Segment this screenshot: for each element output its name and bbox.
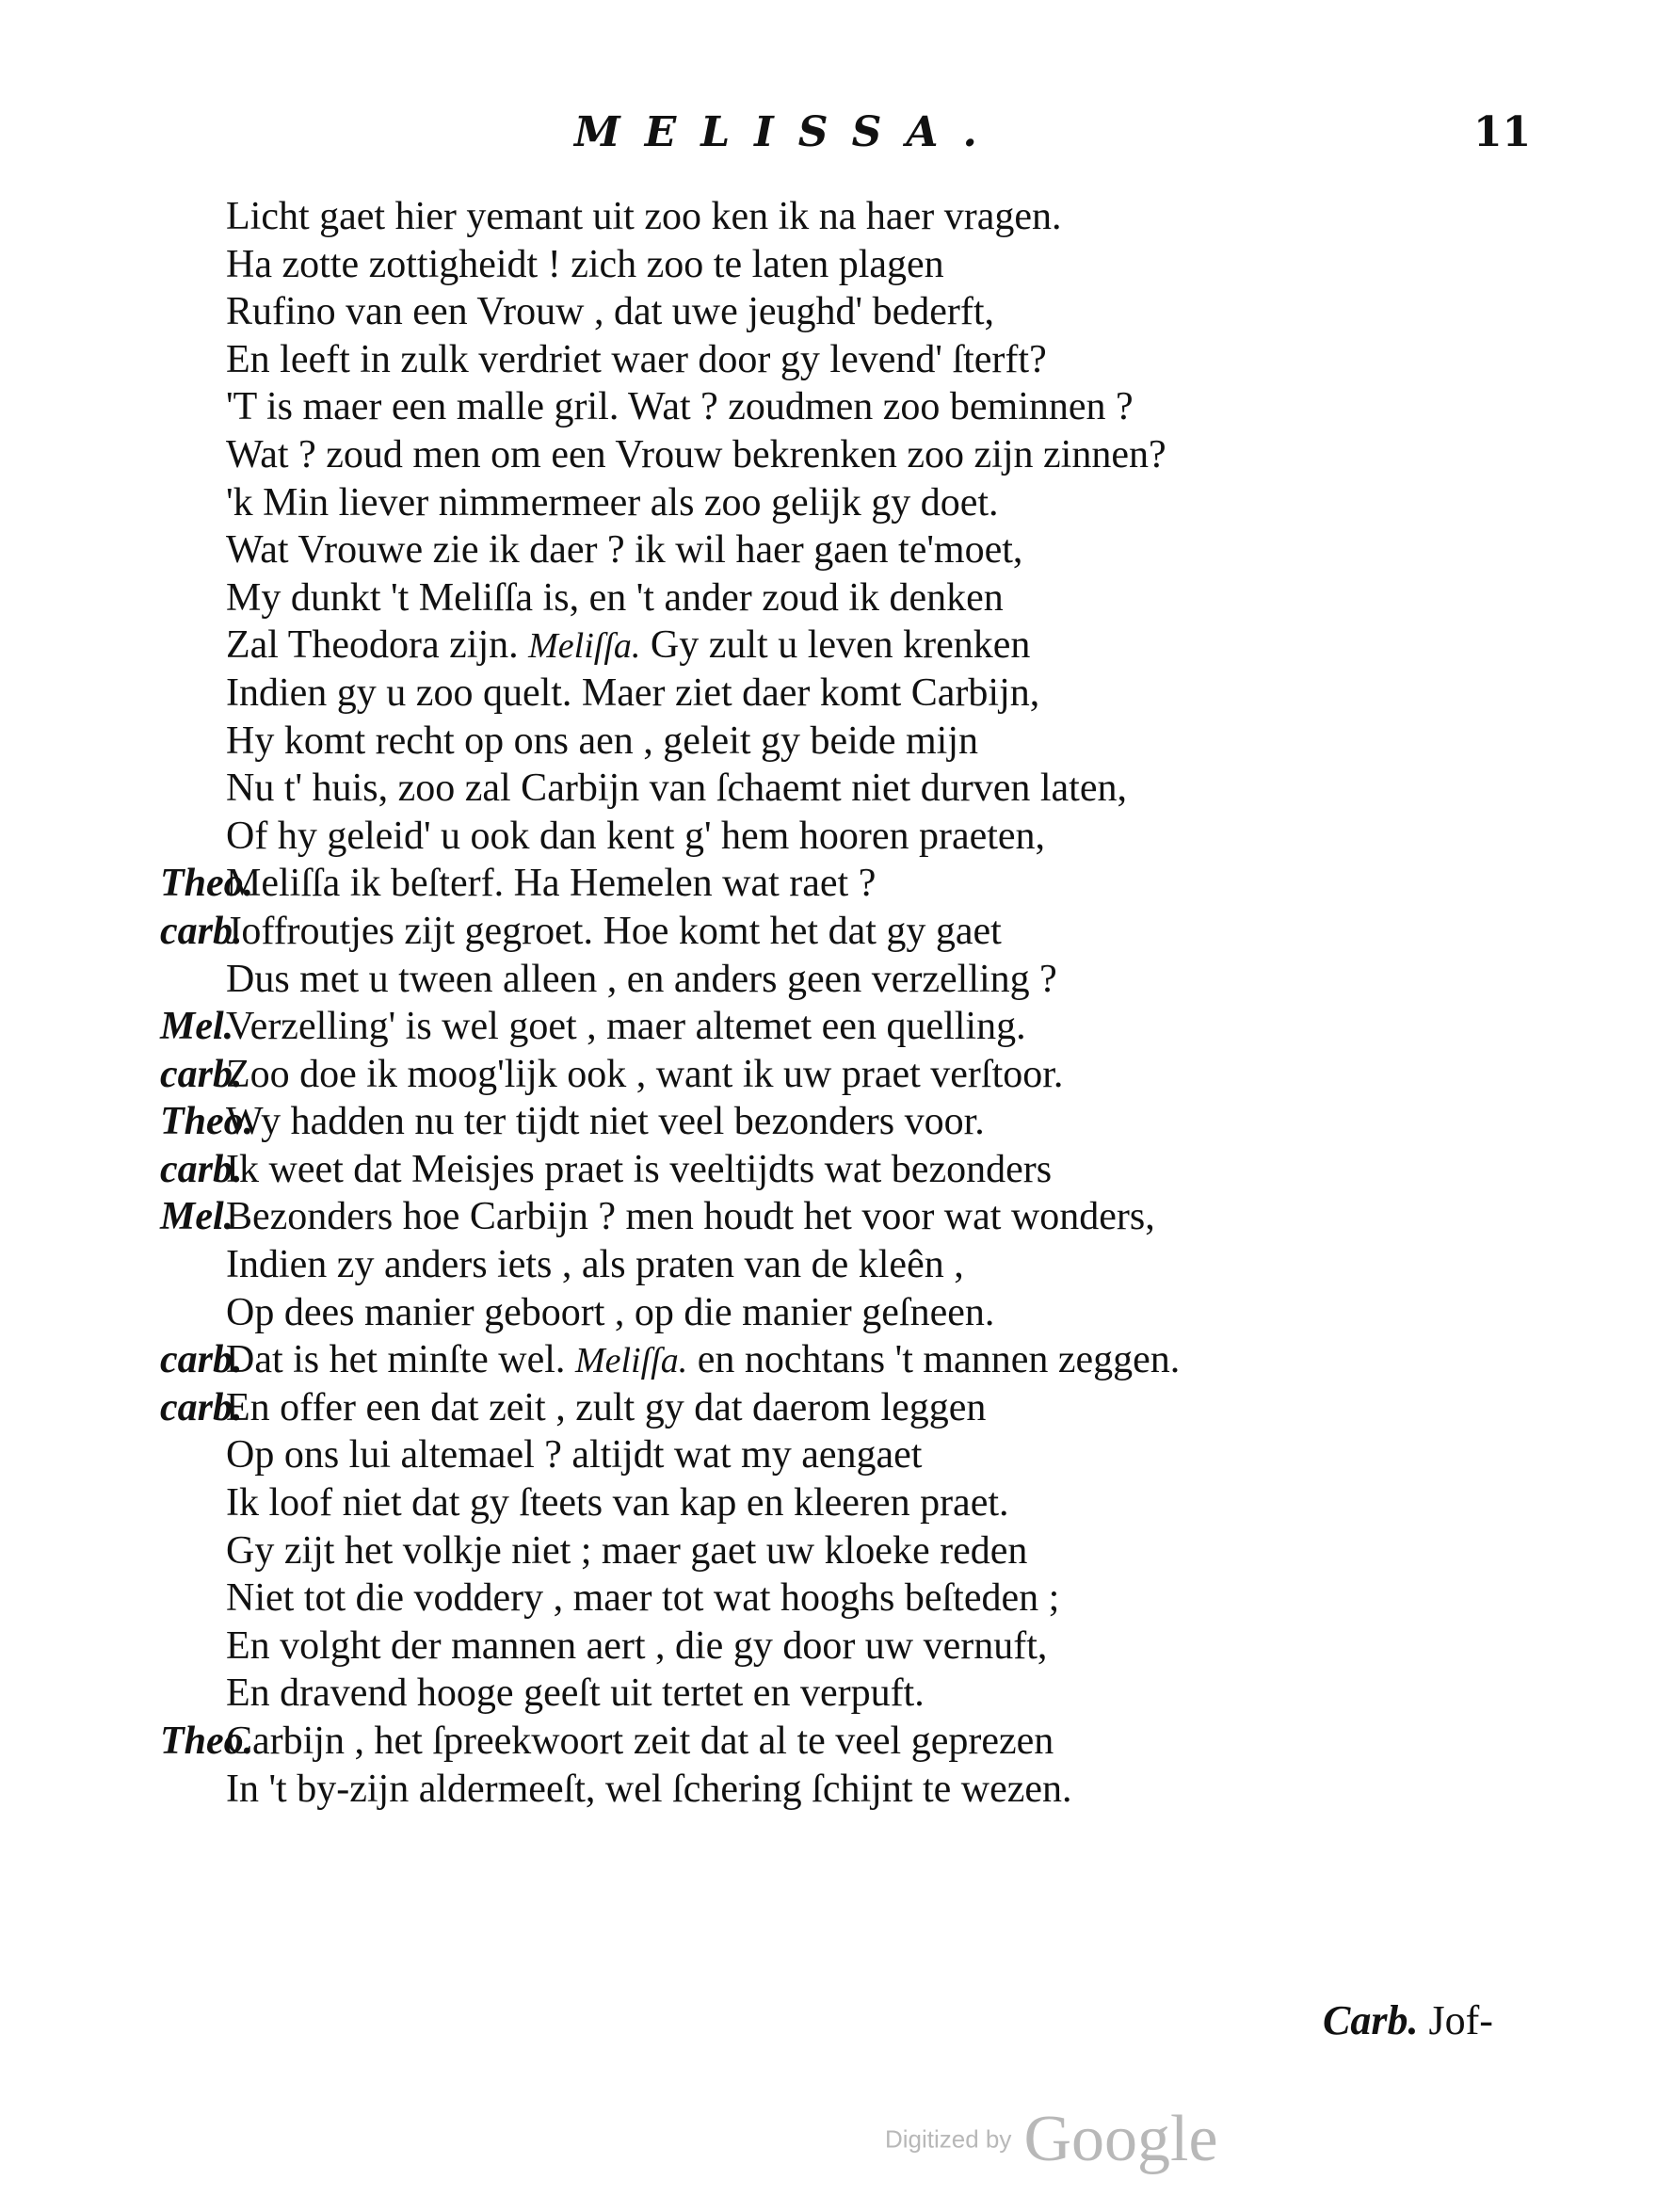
speaker-label: carb. bbox=[160, 1338, 243, 1382]
verse-line bbox=[160, 622, 1553, 670]
verse-line bbox=[160, 479, 1553, 527]
verse-text-part: Indien gy u zoo quelt. Maer ziet daer komt Carbijn, bbox=[226, 670, 1040, 715]
verse-line bbox=[160, 1623, 1553, 1671]
verse-text-part: Ha zotte zottigheidt ! zich zoo te laten plagen bbox=[226, 242, 944, 286]
verse-text-part: Dat is het minſte wel. bbox=[226, 1338, 566, 1382]
verse-text-part: En volght der mannen aert , die gy door uw vernuft, bbox=[226, 1623, 1048, 1668]
catchword bbox=[1323, 1996, 1493, 2044]
verse-text-part: Wat ? zoud men om een Vrouw bekrenken zoo zijn zinnen? bbox=[226, 432, 1166, 476]
verse-text bbox=[226, 1289, 994, 1337]
verse-text bbox=[226, 1718, 1054, 1766]
verse-line bbox=[160, 1051, 1553, 1099]
verse-text bbox=[226, 860, 876, 908]
verse-text bbox=[226, 288, 994, 336]
verse-text bbox=[226, 1384, 986, 1432]
verse-line bbox=[160, 1670, 1553, 1718]
verse-line bbox=[160, 718, 1553, 766]
verse-text-part: Gy zult u leven krenken bbox=[650, 623, 1031, 668]
verse-text-part: Zoo doe ik moog'lijk ook , want ik uw praet verſtoor. bbox=[226, 1052, 1064, 1096]
verse-line bbox=[160, 813, 1553, 861]
verse-text bbox=[226, 1527, 1027, 1575]
verse-line bbox=[160, 193, 1553, 241]
verse-text-part: Nu t' huis, zoo zal Carbijn van ſchaemt niet durven laten, bbox=[226, 767, 1127, 811]
running-head-title: MELISSA. bbox=[574, 108, 1002, 156]
verse-text-part: Ik loof niet dat gy ſteets van kap en kleeren praet. bbox=[226, 1481, 1009, 1526]
verse-text bbox=[226, 1623, 1047, 1671]
verse-text-part: Carbijn , het ſpreekwoort zeit dat al te veel geprezen bbox=[226, 1720, 1054, 1763]
verse-text-part: En dravend hooge geeſt uit tertet en verpuft. bbox=[226, 1671, 925, 1716]
verse-line bbox=[160, 860, 1553, 908]
verse-text bbox=[226, 1670, 925, 1718]
verse-text bbox=[226, 526, 1022, 574]
verse-line bbox=[160, 1479, 1553, 1527]
verse-text bbox=[226, 1479, 1009, 1527]
verse-text bbox=[226, 765, 1127, 813]
verse-text bbox=[226, 1574, 1059, 1623]
digitized-watermark bbox=[885, 2102, 1218, 2177]
verse-text-part: Of hy geleid' u ook dan kent g' hem hooren praeten, bbox=[226, 814, 1046, 858]
verse-text bbox=[226, 241, 944, 289]
verse-text-part: Meliſſa ik beſterf. Ha Hemelen wat raet ? bbox=[226, 862, 877, 906]
verse-text-part: 'T is maer een malle gril. Wat ? zoudmen zoo beminnen ? bbox=[226, 385, 1134, 429]
verse-text-part: In 't by-zijn aldermeeſt, wel ſchering ſchijnt te wezen. bbox=[226, 1767, 1072, 1811]
verse-text bbox=[226, 1241, 964, 1289]
speaker-label: Theo. bbox=[160, 1100, 254, 1144]
verse-text-part: Dus met u tween alleen , en anders geen verzelling ? bbox=[226, 957, 1057, 1001]
verse-line bbox=[160, 1336, 1553, 1384]
verse-text bbox=[226, 1336, 1180, 1385]
verse-text bbox=[226, 1431, 922, 1479]
verse-text bbox=[226, 956, 1057, 1004]
verse-text-part: en nochtans 't mannen zeggen. bbox=[697, 1338, 1181, 1382]
verse-line bbox=[160, 574, 1553, 622]
verse-text bbox=[226, 1193, 1155, 1241]
verse-text bbox=[226, 670, 1039, 718]
verse-text bbox=[226, 336, 1047, 384]
verse-line bbox=[160, 431, 1553, 479]
verse-text bbox=[226, 193, 1061, 241]
verse-text-part: Op dees manier geboort , op die manier geſneen. bbox=[226, 1290, 995, 1334]
verse-line bbox=[160, 1241, 1553, 1289]
verse-text bbox=[226, 383, 1134, 431]
verse-text bbox=[226, 1766, 1072, 1814]
verse-text bbox=[226, 431, 1166, 479]
speaker-label: Mel. bbox=[160, 1005, 234, 1049]
verse-text bbox=[226, 622, 1030, 670]
verse-line bbox=[160, 1146, 1553, 1194]
verse-line bbox=[160, 1098, 1553, 1146]
speaker-label: carb. bbox=[160, 1385, 243, 1429]
speaker-label: Mel. bbox=[160, 1195, 234, 1239]
verse-text-part: Gy zijt het volkje niet ; maer gaet uw kloeke reden bbox=[226, 1528, 1028, 1573]
speaker-label: carb. bbox=[160, 909, 243, 953]
page-number: 11 bbox=[1473, 108, 1532, 156]
verse-text-part: Verzelling' is wel goet , maer altemet een quelling. bbox=[226, 1005, 1026, 1049]
verse-text-part: Niet tot die voddery , maer tot wat hooghs beſteden ; bbox=[226, 1576, 1060, 1621]
verse-text bbox=[226, 479, 999, 527]
verse-text bbox=[226, 574, 1004, 622]
verse-text bbox=[226, 1051, 1063, 1099]
verse-text bbox=[226, 718, 978, 766]
verse-text bbox=[226, 1098, 985, 1146]
verse-text-part: Wat Vrouwe zie ik daer ? ik wil haer gaen te'moet, bbox=[226, 528, 1023, 573]
verse-line bbox=[160, 1766, 1553, 1814]
verse-text-part: Wy hadden nu ter tijdt niet veel bezonders voor. bbox=[226, 1100, 985, 1144]
speaker-label: carb. bbox=[160, 1052, 243, 1096]
verse-block bbox=[160, 193, 1553, 1813]
verse-text-part: Joffroutjes zijt gegroet. Hoe komt het dat gy gaet bbox=[226, 909, 1002, 953]
verse-text-part: Licht gaet hier yemant uit zoo ken ik na haer vragen. bbox=[226, 195, 1062, 238]
verse-line bbox=[160, 1718, 1553, 1766]
verse-line bbox=[160, 765, 1553, 813]
verse-text-part: My dunkt 't Meliſſa is, en 't ander zoud ik denken bbox=[226, 575, 1004, 620]
verse-line bbox=[160, 1003, 1553, 1051]
verse-text bbox=[226, 1146, 1052, 1194]
verse-line bbox=[160, 336, 1553, 384]
speaker-label: Theo. bbox=[160, 862, 254, 906]
verse-line bbox=[160, 241, 1553, 289]
verse-line bbox=[160, 288, 1553, 336]
watermark-prefix: Digitized by bbox=[885, 2124, 1012, 2154]
verse-text-part: Rufino van een Vrouw , dat uwe jeughd' bederft, bbox=[226, 290, 995, 334]
verse-line bbox=[160, 1289, 1553, 1337]
google-logo: Google bbox=[1023, 2103, 1218, 2175]
verse-line bbox=[160, 526, 1553, 574]
verse-text bbox=[226, 908, 1002, 956]
verse-text-part: Hy komt recht op ons aen , geleit gy beide mijn bbox=[226, 718, 978, 763]
verse-line bbox=[160, 383, 1553, 431]
verse-text bbox=[226, 813, 1045, 861]
speaker-label: carb. bbox=[160, 1147, 243, 1191]
catchword-text: Jof- bbox=[1428, 1997, 1493, 2043]
verse-line bbox=[160, 670, 1553, 718]
verse-text-part: 'k Min liever nimmermeer als zoo gelijk gy doet. bbox=[226, 480, 999, 525]
verse-line bbox=[160, 1193, 1553, 1241]
verse-text-part: En offer een dat zeit , zult gy dat daerom leggen bbox=[226, 1385, 987, 1429]
verse-line bbox=[160, 1431, 1553, 1479]
verse-text-part: En leeft in zulk verdriet waer door gy levend' ſterft? bbox=[226, 337, 1047, 381]
verse-text-part: Ik weet dat Meisjes praet is veeltijdts wat bezonders bbox=[226, 1147, 1053, 1191]
verse-line bbox=[160, 1574, 1553, 1623]
inline-speaker-label: Meliſſa. bbox=[574, 1341, 688, 1381]
verse-text-part: Zal Theodora zijn. bbox=[226, 623, 519, 668]
verse-line bbox=[160, 908, 1553, 956]
inline-speaker-label: Meliſſa. bbox=[528, 626, 641, 667]
verse-text-part: Indien zy anders iets , als praten van de kleên , bbox=[226, 1243, 964, 1287]
verse-line bbox=[160, 1527, 1553, 1575]
verse-line bbox=[160, 1384, 1553, 1432]
verse-line bbox=[160, 956, 1553, 1004]
verse-text-part: Op ons lui altemael ? altijdt wat my aengaet bbox=[226, 1433, 923, 1477]
verse-text-part: Bezonders hoe Carbijn ? men houdt het voor wat wonders, bbox=[226, 1195, 1155, 1239]
verse-text bbox=[226, 1003, 1026, 1051]
speaker-label: Theo. bbox=[160, 1720, 254, 1763]
catchword-speaker: Carb. bbox=[1323, 1997, 1419, 2043]
